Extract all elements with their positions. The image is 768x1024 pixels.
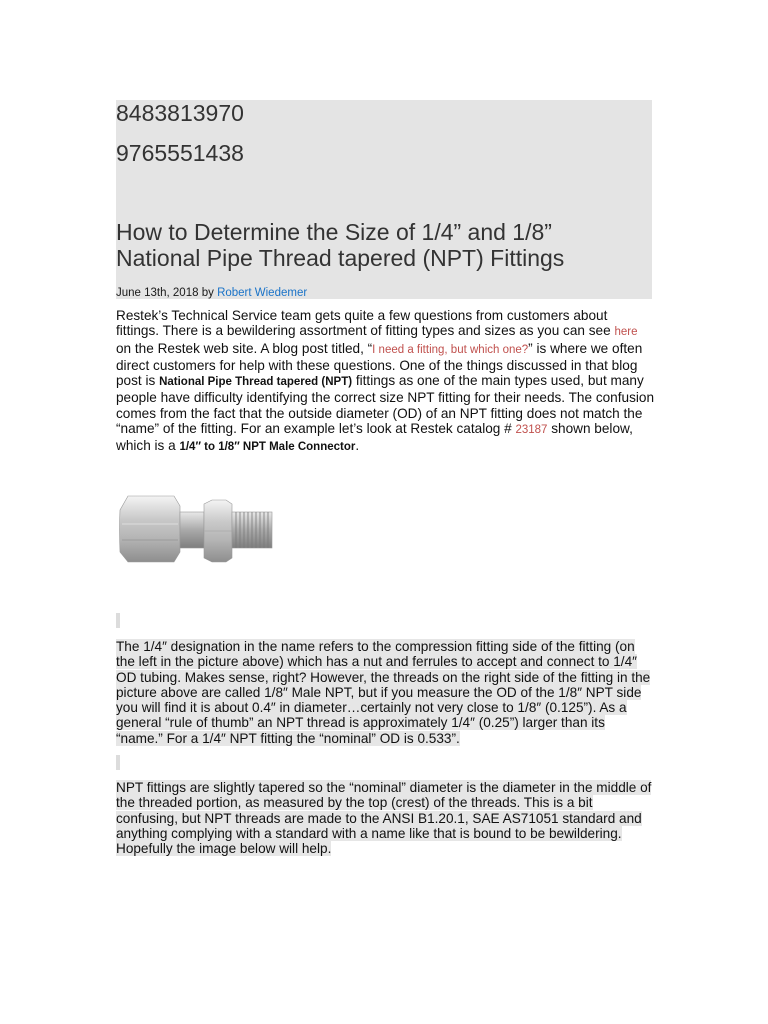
author-link[interactable]: Robert Wiedemer	[217, 287, 308, 299]
intro-text-2: on the Restek web site. A blog post titled, “	[116, 340, 373, 356]
catalog-link[interactable]: 23187	[515, 424, 548, 437]
intro-paragraph	[116, 308, 654, 456]
designation-text: The 1/4″ designation in the name refers to the compression fitting side of the fitting (on the left in the picture above) which has a nut and ferrules to accept and connect to 1/4″ OD tubing. Makes sense, right? However, the threads on the right side of the fitting in the picture above are called 1/8″ Male NPT, but if you measure the OD of the 1/8″ NPT side you will find it is about 0.4″ in diameter…certainly not very close to 1/8″ (0.125”). As a general “rule of thumb” an NPT thread is approximately 1/4″ (0.25”) larger than its “name.” For a 1/4″ NPT fitting the “nominal” OD is 0.533”.	[116, 639, 651, 746]
npt-bold-text: National Pipe Thread tapered (NPT)	[159, 376, 353, 389]
article-title: How to Determine the Size of 1/4” and 1/8” National Pipe Thread tapered (NPT) Fittings	[116, 219, 565, 271]
intro-text-3: ” is where we often direct customers for help with these questions. One of the things discussed in that blog post is	[116, 340, 643, 389]
fitting-image	[116, 492, 276, 567]
article-meta	[116, 285, 307, 301]
taper-paragraph	[116, 780, 654, 856]
blog-post-link[interactable]: I need a fitting, but which one?	[372, 343, 529, 356]
phone-number-2: 9765551438	[116, 140, 244, 166]
connector-bold-text: 1/4″ to 1/8″ NPT Male Connector	[179, 441, 356, 454]
block-marker	[116, 613, 120, 628]
by-label: by	[201, 287, 214, 299]
intro-text-4: fittings as one of the main types used, but many people have difficulty identifying the correct size NPT fitting for their needs. The confusion comes from the fact that the outside diameter (OD) of an NPT fitting does not match the “name” of the fitting. For an example let’s look at Restek catalog #	[116, 373, 655, 437]
taper-text: NPT fittings are slightly tapered so the “nominal” diameter is the diameter in the middle of the threaded portion, as measured by the top (crest) of the threads. This is a bit confusing, but NPT threads are made to the ANSI B1.20.1, SAE AS71051 standard and anything complying with a standard with a name like that is bound to be bewildering. Hopefully the image below will help.	[116, 780, 652, 857]
intro-text-6: .	[355, 438, 360, 454]
phone-number-1: 8483813970	[116, 100, 244, 126]
intro-text-1: Restek’s Technical Service team gets quite a few questions from customers about fittings. There is a bewildering assortment of fitting types and sizes as you can see	[116, 308, 615, 339]
post-date: June 13th, 2018	[116, 287, 199, 299]
designation-paragraph	[116, 639, 654, 746]
here-link[interactable]: here	[614, 326, 638, 339]
block-marker	[116, 755, 120, 770]
intro-text-5: shown below, which is a	[116, 421, 633, 454]
